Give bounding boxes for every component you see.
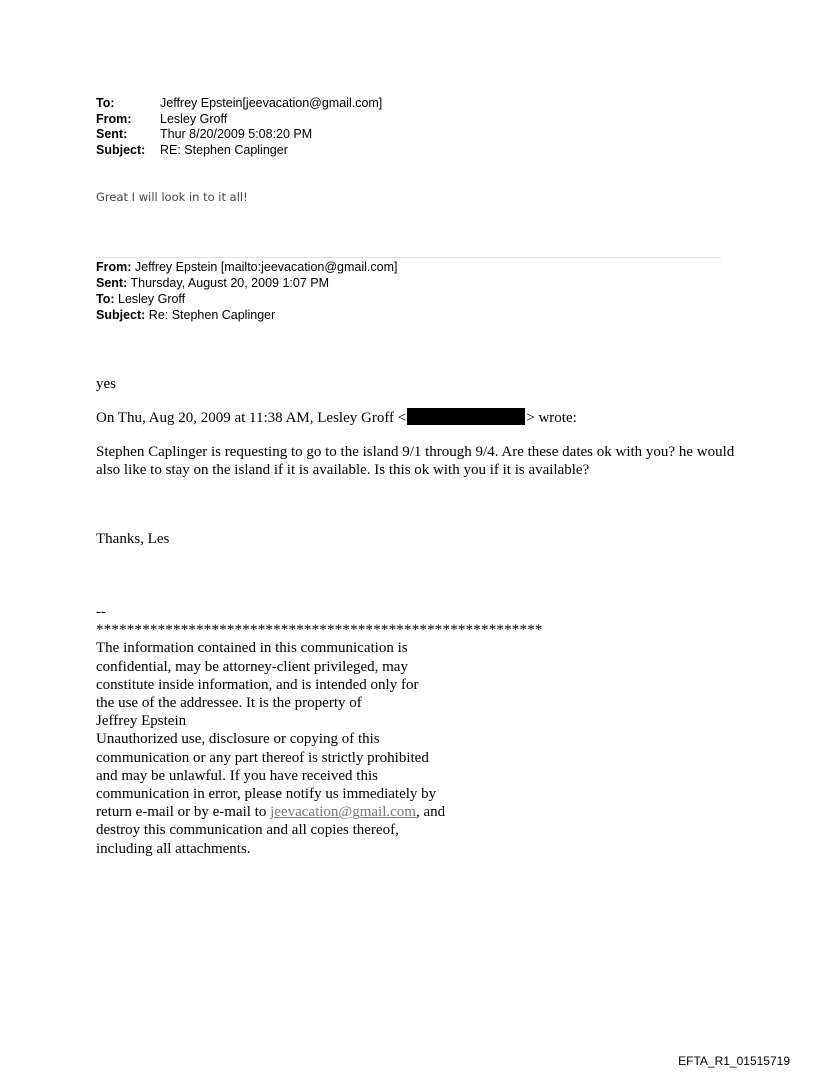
- attribution-prefix: On Thu, Aug 20, 2009 at 11:38 AM, Lesley Groff <: [96, 410, 407, 426]
- quoted-subject-label: Subject:: [96, 308, 146, 322]
- quote-attribution: [96, 408, 577, 428]
- disclaimer-line: including all attachments.: [96, 840, 251, 857]
- quoted-subject-row: [96, 307, 397, 323]
- from-label: From:: [96, 111, 132, 126]
- attribution-suffix: > wrote:: [526, 410, 577, 426]
- reply-text: Great I will look in to it all!: [96, 190, 248, 204]
- disclaimer-line-suffix: , and: [415, 804, 446, 821]
- divider: [96, 257, 721, 258]
- disclaimer-line: the use of the addressee. It is the property of: [96, 695, 362, 712]
- disclaimer-line: Unauthorized use, disclosure or copying of this: [96, 731, 380, 748]
- sent-label: Sent:: [96, 127, 128, 141]
- disclaimer-line: communication or any part thereof is strictly prohibited: [96, 749, 429, 766]
- disclaimer-line: destroy this communication and all copies thereof,: [96, 822, 399, 839]
- from-row: [96, 112, 382, 128]
- disclaimer-line: [96, 803, 576, 821]
- to-value: Jeffrey Epstein[jeevacation@gmail.com]: [160, 96, 383, 110]
- quoted-sent-label: Sent:: [96, 276, 128, 290]
- email-link[interactable]: jeevacation@gmail.com: [270, 804, 416, 821]
- quoted-to-value: Lesley Groff: [114, 292, 186, 306]
- disclaimer-line: The information contained in this communication is: [96, 640, 408, 657]
- email-header: [96, 96, 382, 158]
- disclaimer-line: and may be unlawful. If you have received this: [96, 767, 378, 784]
- quoted-reply-yes: yes: [96, 376, 116, 392]
- redaction-box: [407, 408, 525, 425]
- from-value: Lesley Groff: [160, 111, 228, 126]
- subject-value: RE: Stephen Caplinger: [160, 142, 288, 157]
- disclaimer-line: communication in error, please notify us immediately by: [96, 786, 437, 803]
- document-id: EFTA_R1_01515719: [678, 1054, 790, 1068]
- disclaimer-line: confidential, may be attorney-client privileged, may: [96, 658, 408, 675]
- sign-off: Thanks, Les: [96, 531, 170, 547]
- quoted-from-label: From:: [96, 260, 132, 274]
- quoted-to-label: To:: [96, 292, 115, 306]
- quoted-subject-value: Re: Stephen Caplinger: [145, 308, 276, 322]
- quoted-sent-value: Thursday, August 20, 2009 1:07 PM: [127, 276, 330, 290]
- quoted-header: [96, 259, 397, 323]
- subject-row: [96, 143, 382, 159]
- sent-value: Thur 8/20/2009 5:08:20 PM: [160, 127, 313, 141]
- disclaimer-line: constitute inside information, and is intended only for: [96, 676, 419, 693]
- to-label: To:: [96, 96, 115, 110]
- original-message: Stephen Caplinger is requesting to go to the island 9/1 through 9/4. Are these dates ok with you? he would also like to stay on the island if it is available. Is this ok with you if it is available?: [96, 444, 735, 478]
- quoted-sent-row: [96, 275, 397, 291]
- quoted-to-row: [96, 291, 397, 307]
- disclaimer-line-prefix: return e-mail or by e-mail to: [96, 804, 271, 821]
- quoted-from-row: [96, 259, 397, 275]
- signature-stars: **********************************************************: [96, 622, 543, 639]
- to-row: [96, 96, 382, 112]
- disclaimer-line: Jeffrey Epstein: [96, 713, 187, 730]
- signature-dashes: --: [96, 604, 106, 620]
- quoted-from-value: Jeffrey Epstein [mailto:jeevacation@gmail.com]: [131, 260, 398, 274]
- confidentiality-signature: [96, 603, 576, 858]
- sent-row: [96, 127, 382, 143]
- subject-label: Subject:: [96, 142, 146, 157]
